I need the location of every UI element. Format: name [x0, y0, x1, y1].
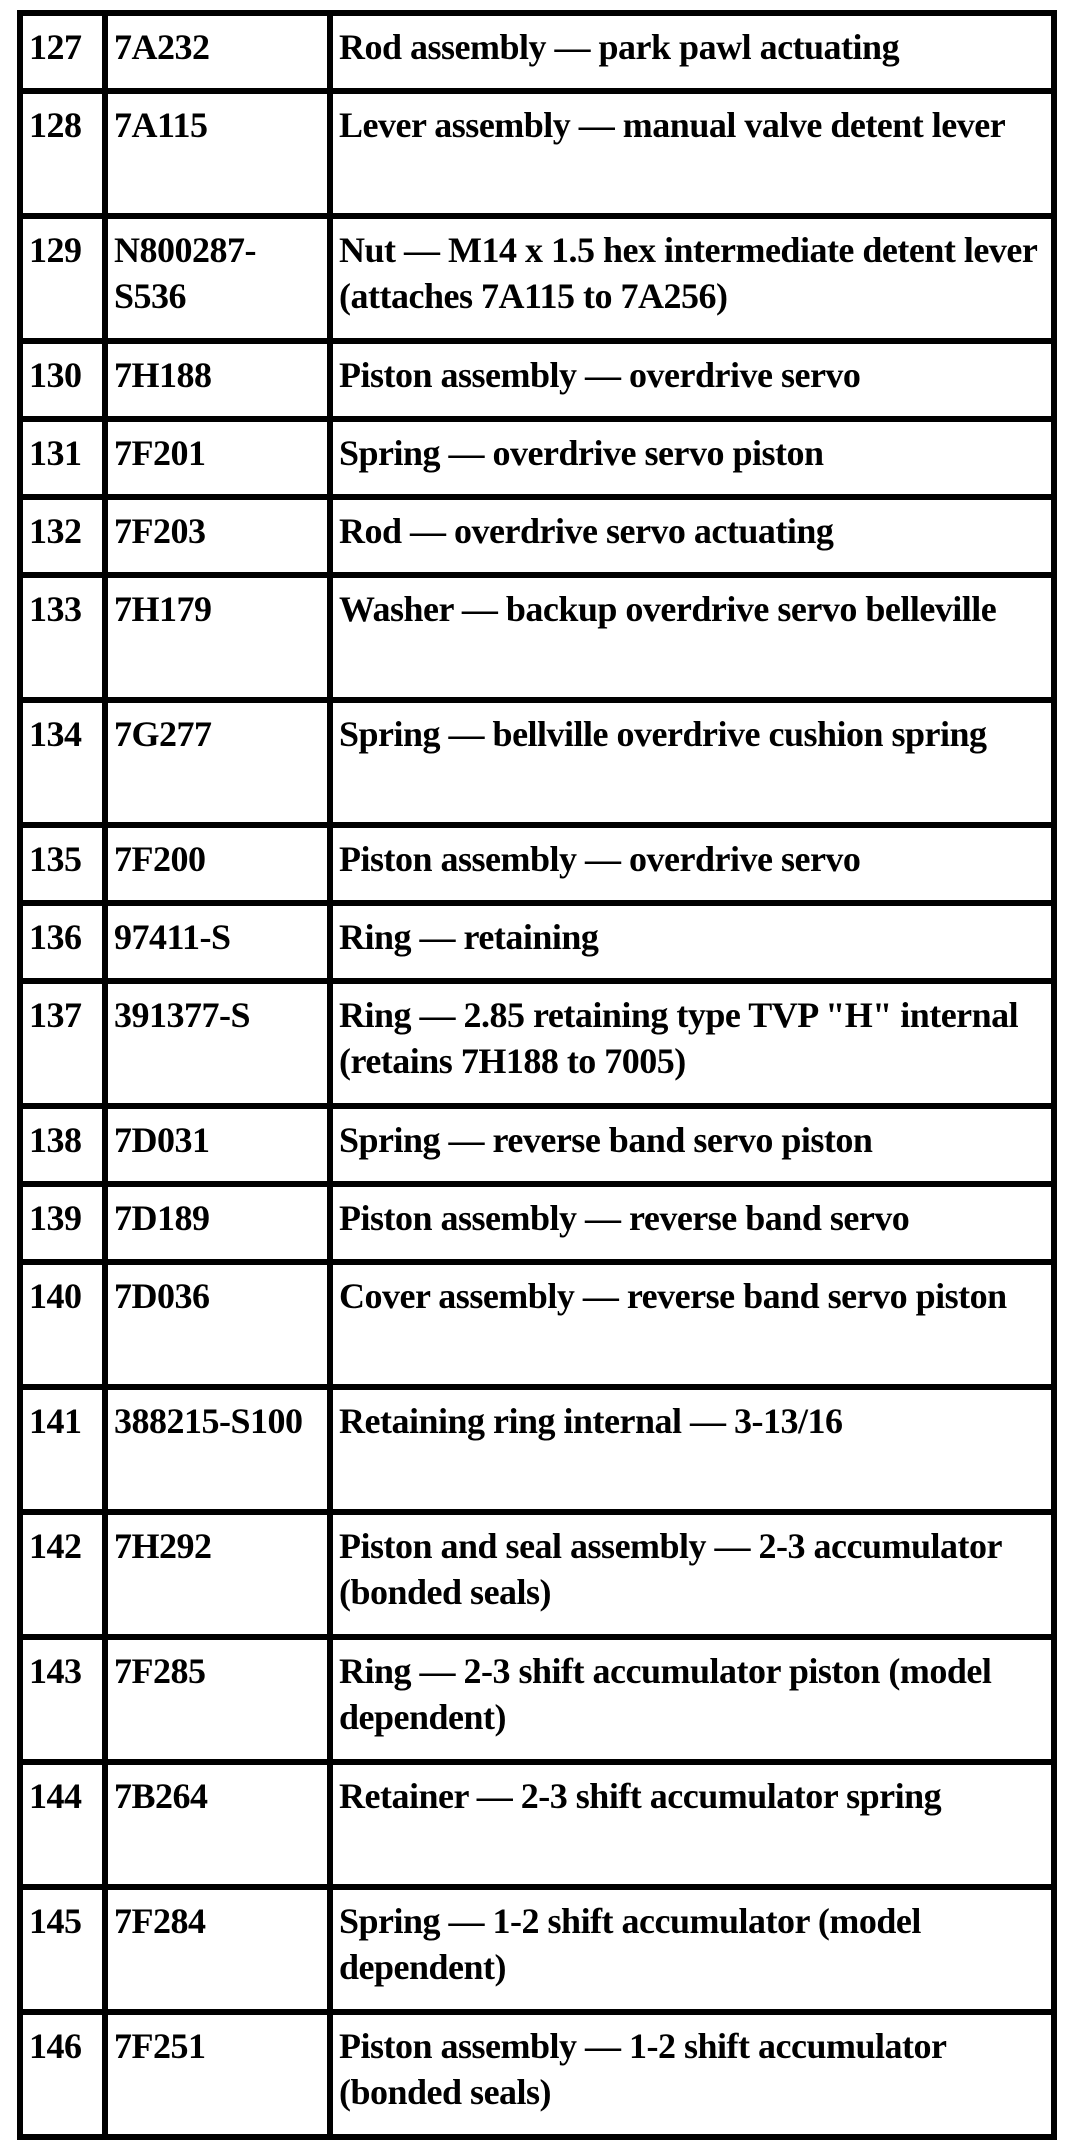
table-row: [23, 94, 1051, 213]
table-row: [23, 1890, 1051, 2009]
table-row: [23, 1265, 1051, 1384]
description-cell: Spring — bellville overdrive cushion spring: [333, 703, 1051, 822]
part-number-cell: 7F201: [108, 422, 327, 494]
item-number-cell: 144: [23, 1765, 102, 1884]
table-row: [23, 1109, 1051, 1181]
table-row: [23, 16, 1051, 88]
table-row: [23, 578, 1051, 697]
description-cell: Spring — reverse band servo piston: [333, 1109, 1051, 1181]
part-number-cell: 7D189: [108, 1187, 327, 1259]
part-number-cell: 7D036: [108, 1265, 327, 1384]
description-cell: Piston assembly — reverse band servo: [333, 1187, 1051, 1259]
part-number-cell: 97411-S: [108, 906, 327, 978]
description-cell: Spring — 1-2 shift accumulator (model dependent): [333, 1890, 1051, 2009]
description-cell: Piston assembly — overdrive servo: [333, 828, 1051, 900]
item-number-cell: 146: [23, 2015, 102, 2134]
item-number-cell: 143: [23, 1640, 102, 1759]
table-row: [23, 219, 1051, 338]
part-number-cell: 7A232: [108, 16, 327, 88]
part-number-cell: 391377-S: [108, 984, 327, 1103]
item-number-cell: 142: [23, 1515, 102, 1634]
item-number-cell: 128: [23, 94, 102, 213]
item-number-cell: 139: [23, 1187, 102, 1259]
part-number-cell: 7F285: [108, 1640, 327, 1759]
table-row: [23, 828, 1051, 900]
part-number-cell: 7A115: [108, 94, 327, 213]
part-number-cell: 7F200: [108, 828, 327, 900]
description-cell: Lever assembly — manual valve detent lever: [333, 94, 1051, 213]
part-number-cell: N800287-S536: [108, 219, 327, 338]
table-row: [23, 1765, 1051, 1884]
description-cell: Nut — M14 x 1.5 hex intermediate detent lever (attaches 7A115 to 7A256): [333, 219, 1051, 338]
item-number-cell: 132: [23, 500, 102, 572]
item-number-cell: 135: [23, 828, 102, 900]
item-number-cell: 133: [23, 578, 102, 697]
part-number-cell: 7F203: [108, 500, 327, 572]
description-cell: Retaining ring internal — 3-13/16: [333, 1390, 1051, 1509]
table-row: [23, 1640, 1051, 1759]
item-number-cell: 145: [23, 1890, 102, 2009]
table-row: [23, 703, 1051, 822]
description-cell: Piston assembly — 1-2 shift accumulator (bonded seals): [333, 2015, 1051, 2134]
part-number-cell: 7F284: [108, 1890, 327, 2009]
table-row: [23, 500, 1051, 572]
description-cell: Spring — overdrive servo piston: [333, 422, 1051, 494]
table-row: [23, 984, 1051, 1103]
parts-table: [17, 10, 1057, 2140]
description-cell: Ring — 2.85 retaining type TVP "H" internal (retains 7H188 to 7005): [333, 984, 1051, 1103]
part-number-cell: 7F251: [108, 2015, 327, 2134]
item-number-cell: 140: [23, 1265, 102, 1384]
description-cell: Ring — retaining: [333, 906, 1051, 978]
description-cell: Retainer — 2-3 shift accumulator spring: [333, 1765, 1051, 1884]
part-number-cell: 7H179: [108, 578, 327, 697]
table-row: [23, 1515, 1051, 1634]
description-cell: Ring — 2-3 shift accumulator piston (model dependent): [333, 1640, 1051, 1759]
item-number-cell: 136: [23, 906, 102, 978]
table-row: [23, 906, 1051, 978]
part-number-cell: 7D031: [108, 1109, 327, 1181]
item-number-cell: 138: [23, 1109, 102, 1181]
part-number-cell: 388215-S100: [108, 1390, 327, 1509]
table-row: [23, 422, 1051, 494]
description-cell: Piston and seal assembly — 2-3 accumulator (bonded seals): [333, 1515, 1051, 1634]
description-cell: Piston assembly — overdrive servo: [333, 344, 1051, 416]
item-number-cell: 129: [23, 219, 102, 338]
table-row: [23, 1390, 1051, 1509]
table-row: [23, 344, 1051, 416]
item-number-cell: 137: [23, 984, 102, 1103]
description-cell: Rod assembly — park pawl actuating: [333, 16, 1051, 88]
description-cell: Washer — backup overdrive servo belleville: [333, 578, 1051, 697]
table-row: [23, 2015, 1051, 2134]
description-cell: Rod — overdrive servo actuating: [333, 500, 1051, 572]
item-number-cell: 141: [23, 1390, 102, 1509]
item-number-cell: 130: [23, 344, 102, 416]
item-number-cell: 131: [23, 422, 102, 494]
item-number-cell: 134: [23, 703, 102, 822]
part-number-cell: 7H188: [108, 344, 327, 416]
item-number-cell: 127: [23, 16, 102, 88]
part-number-cell: 7B264: [108, 1765, 327, 1884]
table-row: [23, 1187, 1051, 1259]
part-number-cell: 7G277: [108, 703, 327, 822]
description-cell: Cover assembly — reverse band servo piston: [333, 1265, 1051, 1384]
part-number-cell: 7H292: [108, 1515, 327, 1634]
